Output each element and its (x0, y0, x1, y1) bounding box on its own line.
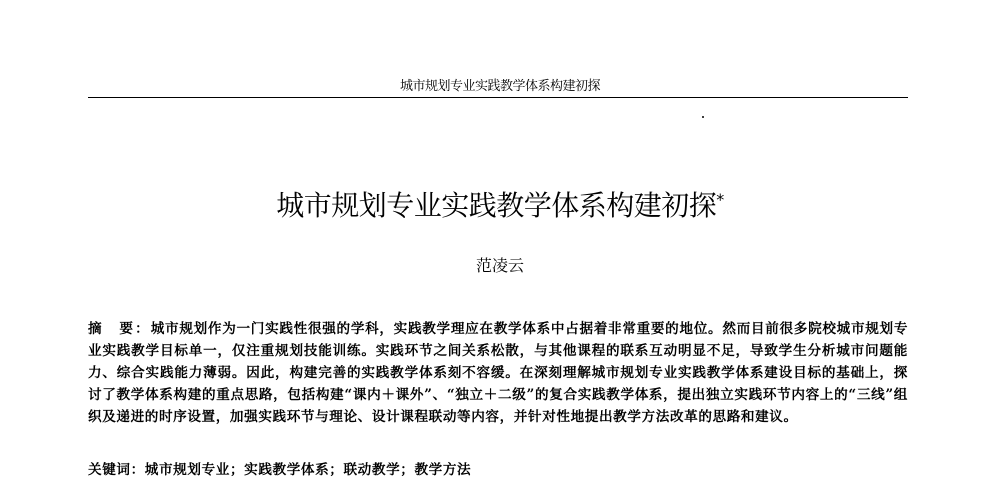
header-rule (88, 97, 908, 98)
author-name: 范凌云 (475, 256, 524, 275)
keywords (88, 459, 908, 481)
scan-speck (702, 116, 704, 118)
paper-title (0, 184, 1000, 224)
abstract-label: 摘 要： (88, 321, 151, 337)
keywords-text: 城市规划专业；实践教学体系；联动教学；教学方法 (144, 462, 472, 478)
running-head: 城市规划专业实践教学体系构建初探 (399, 79, 600, 94)
title-footnote-mark: * (716, 190, 724, 209)
paper-title-text: 城市规划专业实践教学体系构建初探 (276, 189, 717, 222)
abstract (88, 318, 908, 428)
keywords-label: 关键词： (88, 462, 145, 478)
abstract-text: 城市规划作为一门实践性很强的学科，实践教学理应在教学体系中占据着非常重要的地位。然而目前很多院校城市规划专业实践教学目标单一，仅注重规划技能训练。实践环节之间关系松散，与其他课程的联系互动明显不足，导致学生分析城市问题能力、综合实践能力薄弱。因此，构建完善的实践教学体系刻不容缓。在深刻理解城市规划专业实践教学体系建设目标的基础上，探讨了教学体系构建的重点思路，包括构建“课内＋课外”、“独立＋二级”的复合实践教学体系，提出独立实践环节内容上的“三线”组织及递进的时序设置，加强实践环节与理论、设计课程联动等内容，并针对性地提出教学方法改革的思路和建议。 (88, 321, 909, 425)
